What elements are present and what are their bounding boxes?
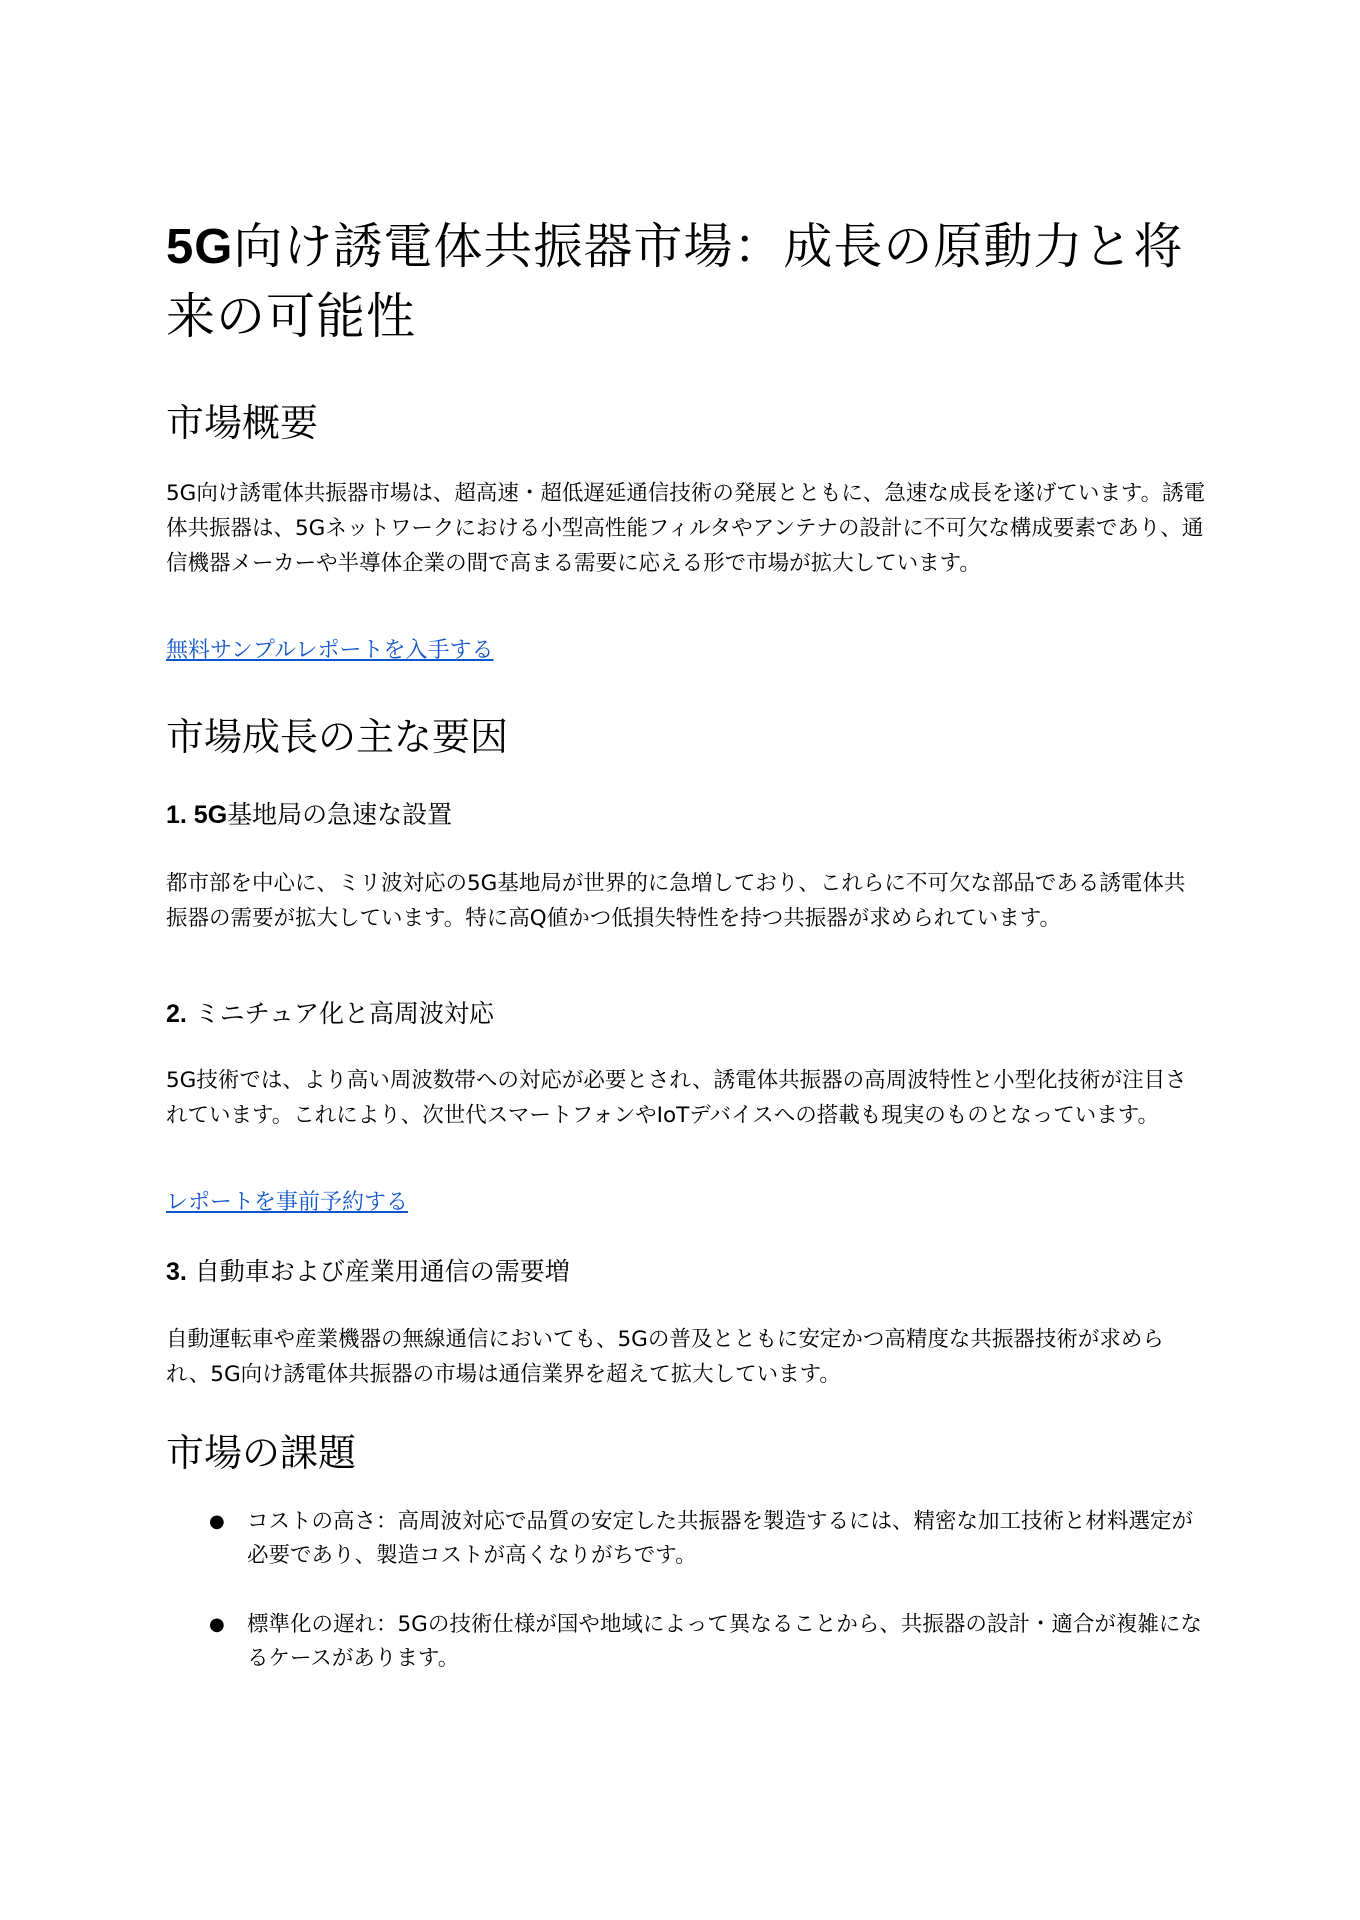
driver-1-heading	[166, 797, 452, 833]
driver-2-number: 2.	[166, 1000, 187, 1028]
challenges-list	[166, 1505, 1206, 1711]
title-lead: 5G	[166, 220, 234, 274]
driver-2-paragraph: 5G技術では、より高い周波数帯への対応が必要とされ、誘電体共振器の高周波特性と小型化技術が注目されています。これにより、次世代スマートフォンやIoTデバイスへの搭載も現実のものとなっています。	[166, 1068, 1187, 1128]
title-rest: 向け誘電体共振器市場：成長の原動力と将来の可能性	[166, 218, 1184, 345]
list-item	[166, 1505, 1206, 1573]
drivers-heading: 市場成長の主な要因	[166, 715, 509, 759]
driver-3-number: 3.	[166, 1258, 187, 1286]
overview-paragraph: 5G向け誘電体共振器市場は、超高速・超低遅延通信技術の発展とともに、急速な成長を遂げています。誘電体共振器は、5Gネットワークにおける小型高性能フィルタやアンテナの設計に不可欠な構成要素であり、通信機器メーカーや半導体企業の間で高まる需要に応える形で市場が拡大しています。	[166, 481, 1206, 576]
bullet-icon: ●	[209, 1511, 225, 1532]
list-item	[166, 1608, 1206, 1676]
driver-3-heading	[166, 1254, 570, 1290]
challenge-text: 標準化の遅れ：5Gの技術仕様が国や地域によって異なることから、共振器の設計・適合が複雑になるケースがあります。	[247, 1612, 1202, 1671]
driver-3-title: 自動車および産業用通信の需要増	[186, 1257, 570, 1286]
driver-1-paragraph: 都市部を中心に、ミリ波対応の5G基地局が世界的に急増しており、これらに不可欠な部品である誘電体共振器の需要が拡大しています。特に高Q値かつ低損失特性を持つ共振器が求められています。	[166, 871, 1186, 931]
document-title	[166, 212, 1206, 352]
overview-heading: 市場概要	[166, 401, 319, 445]
driver-1-number: 1. 5G	[166, 801, 228, 829]
challenge-text: コストの高さ：高周波対応で品質の安定した共振器を製造するには、精密な加工技術と材料選定が必要であり、製造コストが高くなりがちです。	[247, 1509, 1194, 1568]
pre-order-report-link[interactable]: レポートを事前予約する	[166, 1190, 409, 1215]
driver-2-heading	[166, 996, 494, 1032]
bullet-icon: ●	[209, 1614, 225, 1635]
free-sample-report-link[interactable]: 無料サンプルレポートを入手する	[166, 638, 494, 663]
driver-3-paragraph: 自動運転車や産業機器の無線通信においても、5Gの普及とともに安定かつ高精度な共振器技術が求められ、5G向け誘電体共振器の市場は通信業界を超えて拡大しています。	[166, 1327, 1164, 1387]
challenges-heading: 市場の課題	[166, 1431, 357, 1475]
driver-1-title: 基地局の急速な設置	[227, 800, 453, 829]
driver-2-title: ミニチュア化と高周波対応	[186, 999, 495, 1028]
